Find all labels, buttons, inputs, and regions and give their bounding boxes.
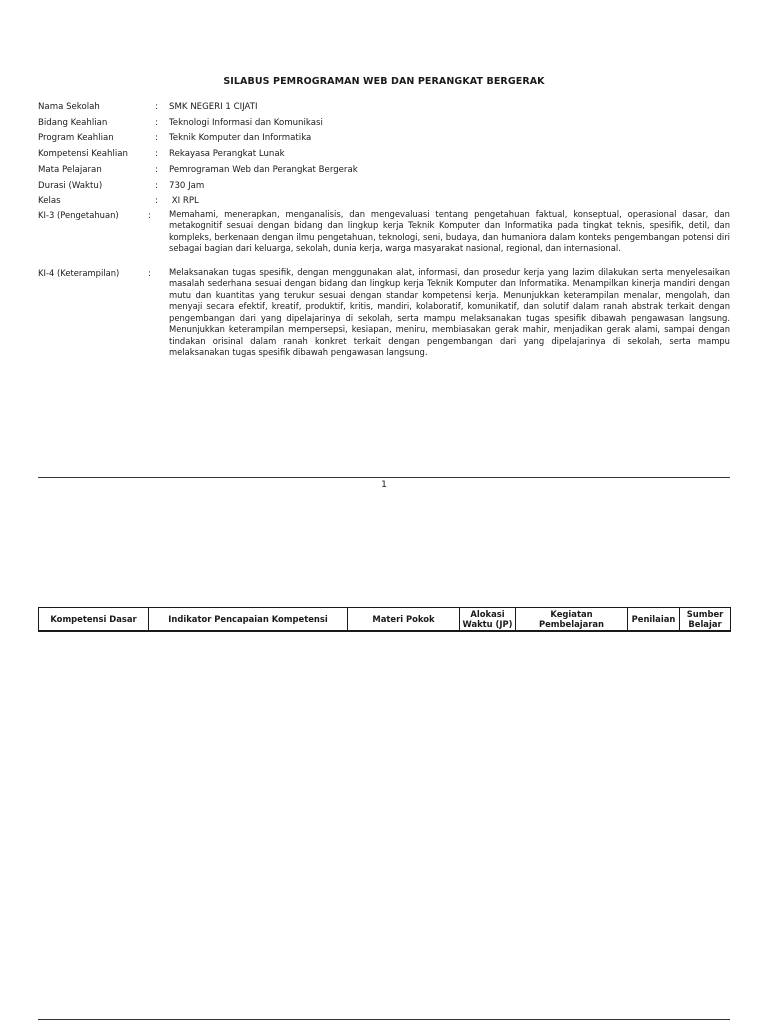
header-penilaian: Penilaian [628,608,680,632]
syllabus-table [38,607,731,632]
ki3-text: Memahami, menerapkan, menganalisis, dan mengevaluasi tentang pengetahuan faktual, konseptual, operasional dasar, dan metakognitif sesuai dengan bidang dan lingkup kerja Teknik Komputer dan Informatika pada tingkat teknis, spesifik, detil, dan kompleks, berkenaan dengan ilmu pengetahuan, teknologi, seni, budaya, dan humaniora dalam konteks pengembangan potensi diri sebagai bagian dari keluarga, sekolah, dunia kerja, warga masyarakat nasional, regional, dan internasional. [169,208,730,254]
header-alokasi-waktu: Alokasi Waktu (JP) [460,608,516,632]
ki4-colon: : [148,267,151,278]
info-row-duration [38,179,730,195]
page-footer-rule-2 [38,1019,730,1020]
info-value: XI RPL [169,196,199,207]
info-row-competency [38,147,730,163]
info-value: Rekayasa Perangkat Lunak [169,149,285,160]
info-row-class [38,194,730,210]
info-colon: : [155,117,158,128]
ki3-colon: : [148,209,151,220]
table-header-row [39,608,731,632]
info-value: SMK NEGERI 1 CIJATI [169,102,258,112]
info-value: Pemrograman Web dan Perangkat Bergerak [169,164,358,175]
info-row-subject [38,163,730,179]
info-label: Kompetensi Keahlian [38,149,128,160]
header-indikator: Indikator Pencapaian Kompetensi [149,608,348,632]
page-number: 1 [381,480,387,490]
info-row-school [38,100,730,116]
info-label: Kelas [38,196,61,207]
ki4-row [38,267,730,359]
info-label: Nama Sekolah [38,102,100,112]
info-value: Teknologi Informasi dan Komunikasi [169,117,323,128]
info-colon: : [155,133,158,144]
ki3-label: KI-3 (Pengetahuan) [38,209,119,220]
info-value: 730 Jam [169,180,205,191]
info-label: Durasi (Waktu) [38,180,103,191]
info-colon: : [155,180,158,191]
ki4-text: Melaksanakan tugas spesifik, dengan menggunakan alat, informasi, dan prosedur kerja yang lazim dilakukan serta menyelesaikan masalah sederhana sesuai dengan bidang dan lingkup kerja Teknik Komputer dan Informatika. Menampilkan kinerja mandiri dengan mutu dan kuantitas yang terukur sesuai dengan standar kompetensi kerja. Menunjukkan keterampilan menalar, mengolah, dan menyaji secara efektif, kreatif, produktif, kritis, mandiri, kolaboratif, komunikatif, dan solutif dalam ranah abstrak terkait dengan pengembangan dari yang dipelajarinya di sekolah, serta mampu melaksanakan tugas spesifik dibawah pengawasan langsung. Menunjukkan keterampilan mempersepsi, kesiapan, meniru, membiasakan gerak mahir, menjadikan gerak alami, sampai dengan tindakan orisinal dalam ranah konkret terkait dengan pengembangan dari yang dipelajarinya di sekolah, serta mampu melaksanakan tugas spesifik dibawah pengawasan langsung. [169,266,730,358]
header-kompetensi-dasar: Kompetensi Dasar [39,608,149,632]
page-title: SILABUS PEMROGRAMAN WEB DAN PERANGKAT BERGERAK [223,76,545,87]
info-label: Mata Pelajaran [38,164,102,175]
info-label: Bidang Keahlian [38,117,108,128]
page-footer-rule [38,477,730,478]
header-sumber-belajar: Sumber Belajar [680,608,731,632]
info-row-field [38,116,730,132]
info-value: Teknik Komputer dan Informatika [169,133,312,144]
info-colon: : [155,149,158,160]
info-colon: : [155,102,158,112]
syllabus-info [38,100,730,359]
ki4-label: KI-4 (Keterampilan) [38,267,120,278]
info-colon: : [155,164,158,175]
info-row-program [38,131,730,147]
info-label: Program Keahlian [38,133,114,144]
header-materi-pokok: Materi Pokok [348,608,460,632]
info-colon: : [155,196,158,207]
header-kegiatan: Kegiatan Pembelajaran [516,608,628,632]
ki3-row [38,209,730,255]
